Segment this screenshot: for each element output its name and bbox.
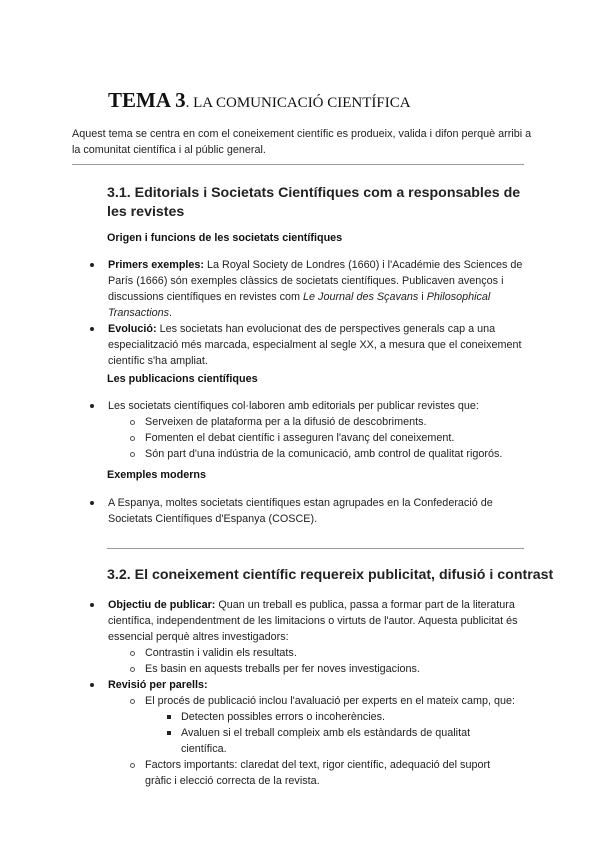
circle-bullet-icon [130, 699, 135, 704]
intro-paragraph: Aquest tema se centra en com el coneixement científic es produeix, valida i difon perquè arribi a la comunitat científica i al públic general. [72, 128, 532, 156]
list-item [90, 677, 530, 693]
item-text: Avaluen si el treball compleix amb els estàndards de qualitat científica. [181, 727, 471, 755]
subheading-publicacions: Les publicacions científiques [107, 373, 258, 385]
list-publicitat [90, 597, 530, 789]
title-main: TEMA 3 [108, 88, 186, 112]
circle-bullet-icon [130, 420, 135, 425]
list-item [90, 693, 530, 709]
circle-bullet-icon [130, 452, 135, 457]
list-publicacions [90, 398, 530, 462]
journal-name: Philosophical Transactions [108, 291, 491, 319]
section-heading-3-1: 3.1. Editorials i Societats Científiques com a responsables de les revistes [107, 185, 521, 220]
item-text: La Royal Society de Londres (1660) i l'Académie des Sciences de París (1666) són exemples clàssics de societats científiques. Publicaven avenços i discussions científiques en revistes com [108, 259, 523, 303]
bullet-icon [90, 263, 94, 267]
bullet-icon [90, 327, 94, 331]
item-label: Primers exemples: [108, 259, 205, 271]
list-origen [90, 257, 530, 369]
item-label: Evolució: [108, 323, 157, 335]
bullet-icon [90, 683, 94, 687]
list-item [90, 414, 530, 430]
list-item [90, 661, 530, 677]
page-title [108, 88, 411, 113]
item-text: Fomenten el debat científic i asseguren l'avanç del coneixement. [145, 432, 455, 444]
list-item [90, 446, 530, 462]
subheading-exemples: Exemples moderns [107, 469, 207, 481]
list-item [90, 725, 530, 757]
divider [72, 164, 524, 165]
bullet-icon [90, 501, 94, 505]
divider [107, 548, 524, 549]
item-text: i [418, 291, 427, 303]
list-item [90, 757, 530, 789]
item-text: Detecten possibles errors o incoherències. [181, 711, 386, 723]
list-item [90, 709, 530, 725]
title-rest: . LA COMUNICACIÓ CIENTÍFICA [185, 95, 411, 111]
section-heading-3-2: 3.2. El coneixement científic requereix publicitat, difusió i contrast [107, 567, 554, 583]
item-label: Objectiu de publicar: [108, 599, 216, 611]
circle-bullet-icon [130, 651, 135, 656]
list-item [90, 495, 530, 527]
circle-bullet-icon [130, 763, 135, 768]
item-text: Serveixen de plataforma per a la difusió de descobriments. [145, 416, 427, 428]
list-item [90, 398, 530, 414]
item-text: Es basin en aquests treballs per fer noves investigacions. [145, 663, 420, 675]
item-text: Les societats científiques col·laboren amb editorials per publicar revistes que: [108, 400, 479, 412]
item-text: Són part d'una indústria de la comunicació, amb control de qualitat rigorós. [145, 448, 503, 460]
item-text: A Espanya, moltes societats científiques estan agrupades en la Confederació de Societats Científiques d'Espanya (COSCE). [108, 497, 493, 525]
square-bullet-icon [167, 715, 171, 719]
list-item [90, 321, 530, 369]
item-text: Quan un treball es publica, passa a formar part de la literatura científica, independentment de les limitacions o virtuts de l'autor. Aquesta publicitat és essencial perquè altres investigadors: [108, 599, 518, 643]
item-text: El procés de publicació inclou l'avaluació per experts en el mateix camp, que: [145, 695, 515, 707]
subheading-origen: Origen i funcions de les societats científiques [107, 232, 343, 244]
circle-bullet-icon [130, 436, 135, 441]
item-text: Factors importants: claredat del text, rigor científic, adequació del suport gràfic i elecció correcta de la revista. [145, 759, 491, 787]
list-item [90, 645, 530, 661]
bullet-icon [90, 404, 94, 408]
list-exemples [90, 495, 530, 527]
list-item [90, 430, 530, 446]
item-label: Revisió per parells: [108, 679, 208, 691]
journal-name: Le Journal des Sçavans [303, 291, 419, 303]
item-text: Contrastin i validin els resultats. [145, 647, 297, 659]
item-text: . [169, 307, 173, 319]
item-text: Les societats han evolucionat des de perspectives generals cap a una especialització més marcada, especialment al segle XX, a mesura que el coneixement científic s'ha ampliat. [108, 323, 522, 367]
bullet-icon [90, 603, 94, 607]
list-item [90, 597, 530, 645]
circle-bullet-icon [130, 667, 135, 672]
list-item [90, 257, 530, 321]
square-bullet-icon [167, 731, 171, 735]
